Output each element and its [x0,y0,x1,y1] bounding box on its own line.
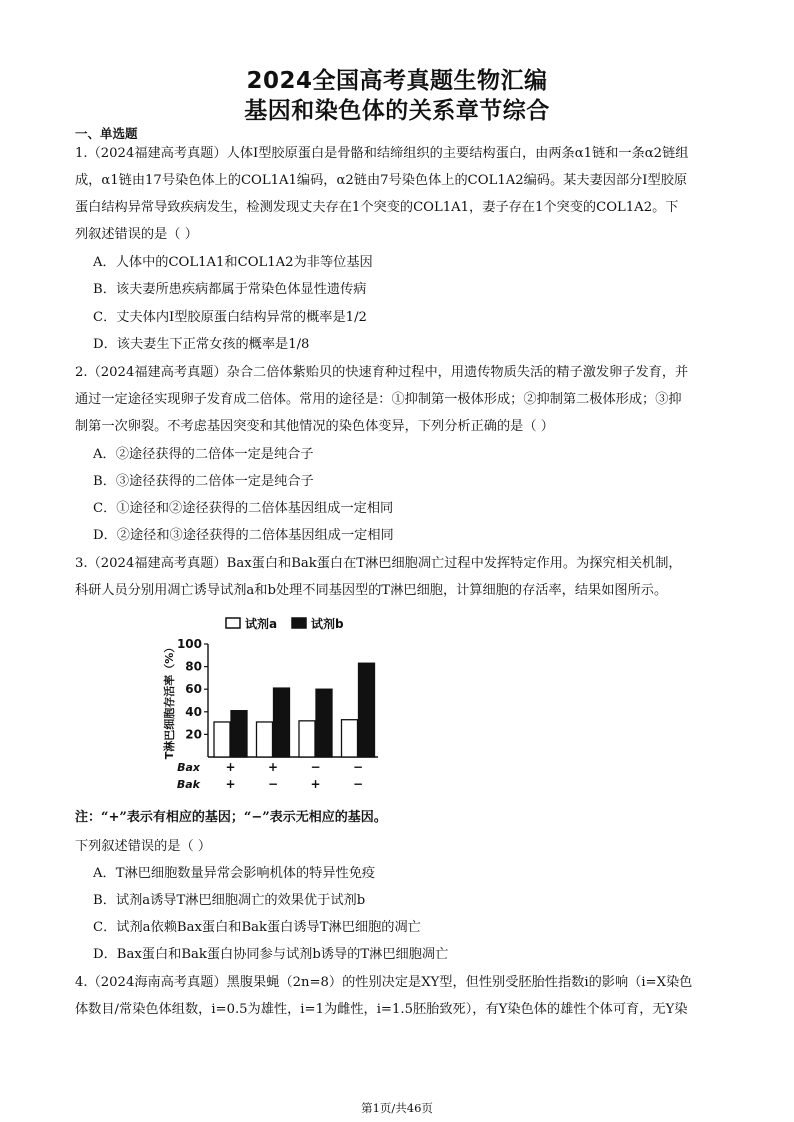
q1-stem-line: 1.（2024福建高考真题）人体Ⅰ型胶原蛋白是骨骼和结缔组织的主要结构蛋白，由两条α1链和一条α2链组 [75,146,689,161]
bax-marker: + [267,760,279,774]
document-title-line-1: 2024全国高考真题生物汇编 [246,68,548,94]
bak-marker: − [267,777,279,791]
legend-label: 试剂a [245,617,278,631]
q1-stem-line: 成，α1链由17号染色体上的COL1A1编码，α2链由7号染色体上的COL1A2编码。某夫妻因部分Ⅰ型胶原 [75,173,688,188]
bar-reagent-b [231,711,247,757]
bak-marker: + [225,777,236,791]
page-footer: 第1页/共46页 [361,1101,433,1115]
q3-option-d: D．Bax蛋白和Bak蛋白协同参与试剂b诱导的T淋巴细胞凋亡 [93,947,449,962]
document-title-line-2: 基因和染色体的关系章节综合 [244,98,550,124]
y-tick-label: 40 [185,704,202,719]
q2-option-c: C．①途径和②途径获得的二倍体基因组成一定相同 [93,501,394,516]
q1-stem-line: 蛋白结构异常导致疾病发生，检测发现丈夫存在1个突变的COL1A1，妻子存在1个突变的COL1A2。下 [75,200,679,215]
bar-reagent-b [359,663,375,757]
legend-swatch [292,618,306,628]
q3-stem-line: 科研人员分别用凋亡诱导试剂a和b处理不同基因型的T淋巴细胞，计算细胞的存活率，结果如图所示。 [75,583,668,598]
q3-option-b: B．试剂a诱导T淋巴细胞凋亡的效果优于试剂b [93,893,366,908]
q1-option-c: C．丈夫体内Ⅰ型胶原蛋白结构异常的概率是1/2 [93,310,367,325]
bar-reagent-a [342,720,358,757]
y-tick-label: 20 [185,727,202,742]
q2-stem-line: 制第一次卵裂。不考虑基因突变和其他情况的染色体变异，下列分析正确的是（ ） [75,419,554,434]
survival-rate-bar-chart [160,612,390,802]
bar-reagent-b [274,688,290,757]
q1-option-b: B．该夫妻所患疾病都属于常染色体显性遗传病 [93,282,367,297]
y-axis-label: T淋巴细胞存活率（%） [163,641,176,760]
chart-note: 注：“+”表示有相应的基因；“−”表示无相应的基因。 [75,810,387,825]
chart-svg [160,612,390,802]
y-tick-label: 60 [185,682,202,697]
q3-option-c: C．试剂a依赖Bax蛋白和Bak蛋白诱导T淋巴细胞的凋亡 [93,920,421,935]
bak-marker: − [352,777,364,791]
bar-reagent-a [257,722,273,757]
legend-swatch [226,618,240,628]
row-label-bak: Bak [176,778,200,791]
q4-stem-line: 体数目/常染色体组数，i=0.5为雄性，i=1为雌性，i=1.5胚胎致死），有Y染色体的雄性个体可育，无Y染 [75,1002,688,1017]
q1-option-d: D．该夫妻生下正常女孩的概率是1/8 [93,337,310,352]
y-tick-label: 80 [185,659,202,674]
q2-option-a: A．②途径获得的二倍体一定是纯合子 [93,447,314,462]
bax-marker: + [225,760,236,774]
q1-option-a: A．人体中的COL1A1和COL1A2为非等位基因 [93,255,373,270]
q1-stem-line: 列叙述错误的是（ ） [75,227,198,242]
q2-option-b: B．③途径获得的二倍体一定是纯合子 [93,474,314,489]
bak-marker: + [310,777,321,791]
y-tick-label: 100 [176,637,202,651]
legend-label: 试剂b [311,617,344,631]
section-heading: 一、单选题 [75,126,138,141]
bar-reagent-b [316,689,332,757]
q2-stem-line: 2.（2024福建高考真题）杂合二倍体紫贻贝的快速育种过程中，用遗传物质失活的精子激发卵子发育，并 [75,365,689,380]
bax-marker: − [310,760,321,774]
q2-stem-line: 通过一定途径实现卵子发育成二倍体。常用的途径是：①抑制第一极体形成；②抑制第二极体形成；③抑 [75,392,682,407]
bar-reagent-a [214,722,230,757]
q3-question-stem: 下列叙述错误的是（ ） [75,839,212,854]
q3-option-a: A．T淋巴细胞数量异常会影响机体的特异性免疫 [93,866,376,881]
row-label-bax: Bax [177,761,200,774]
bax-marker: − [352,760,364,774]
q3-stem-line: 3.（2024福建高考真题）Bax蛋白和Bak蛋白在T淋巴细胞凋亡过程中发挥特定作用。为探究相关机制， [75,556,682,571]
q4-stem-line: 4.（2024海南高考真题）黑腹果蝇（2n=8）的性别决定是XY型，但性别受胚胎性指数i的影响（i=X染色 [75,975,693,990]
bar-reagent-a [299,721,315,757]
q2-option-d: D．②途径和③途径获得的二倍体基因组成一定相同 [93,528,394,543]
